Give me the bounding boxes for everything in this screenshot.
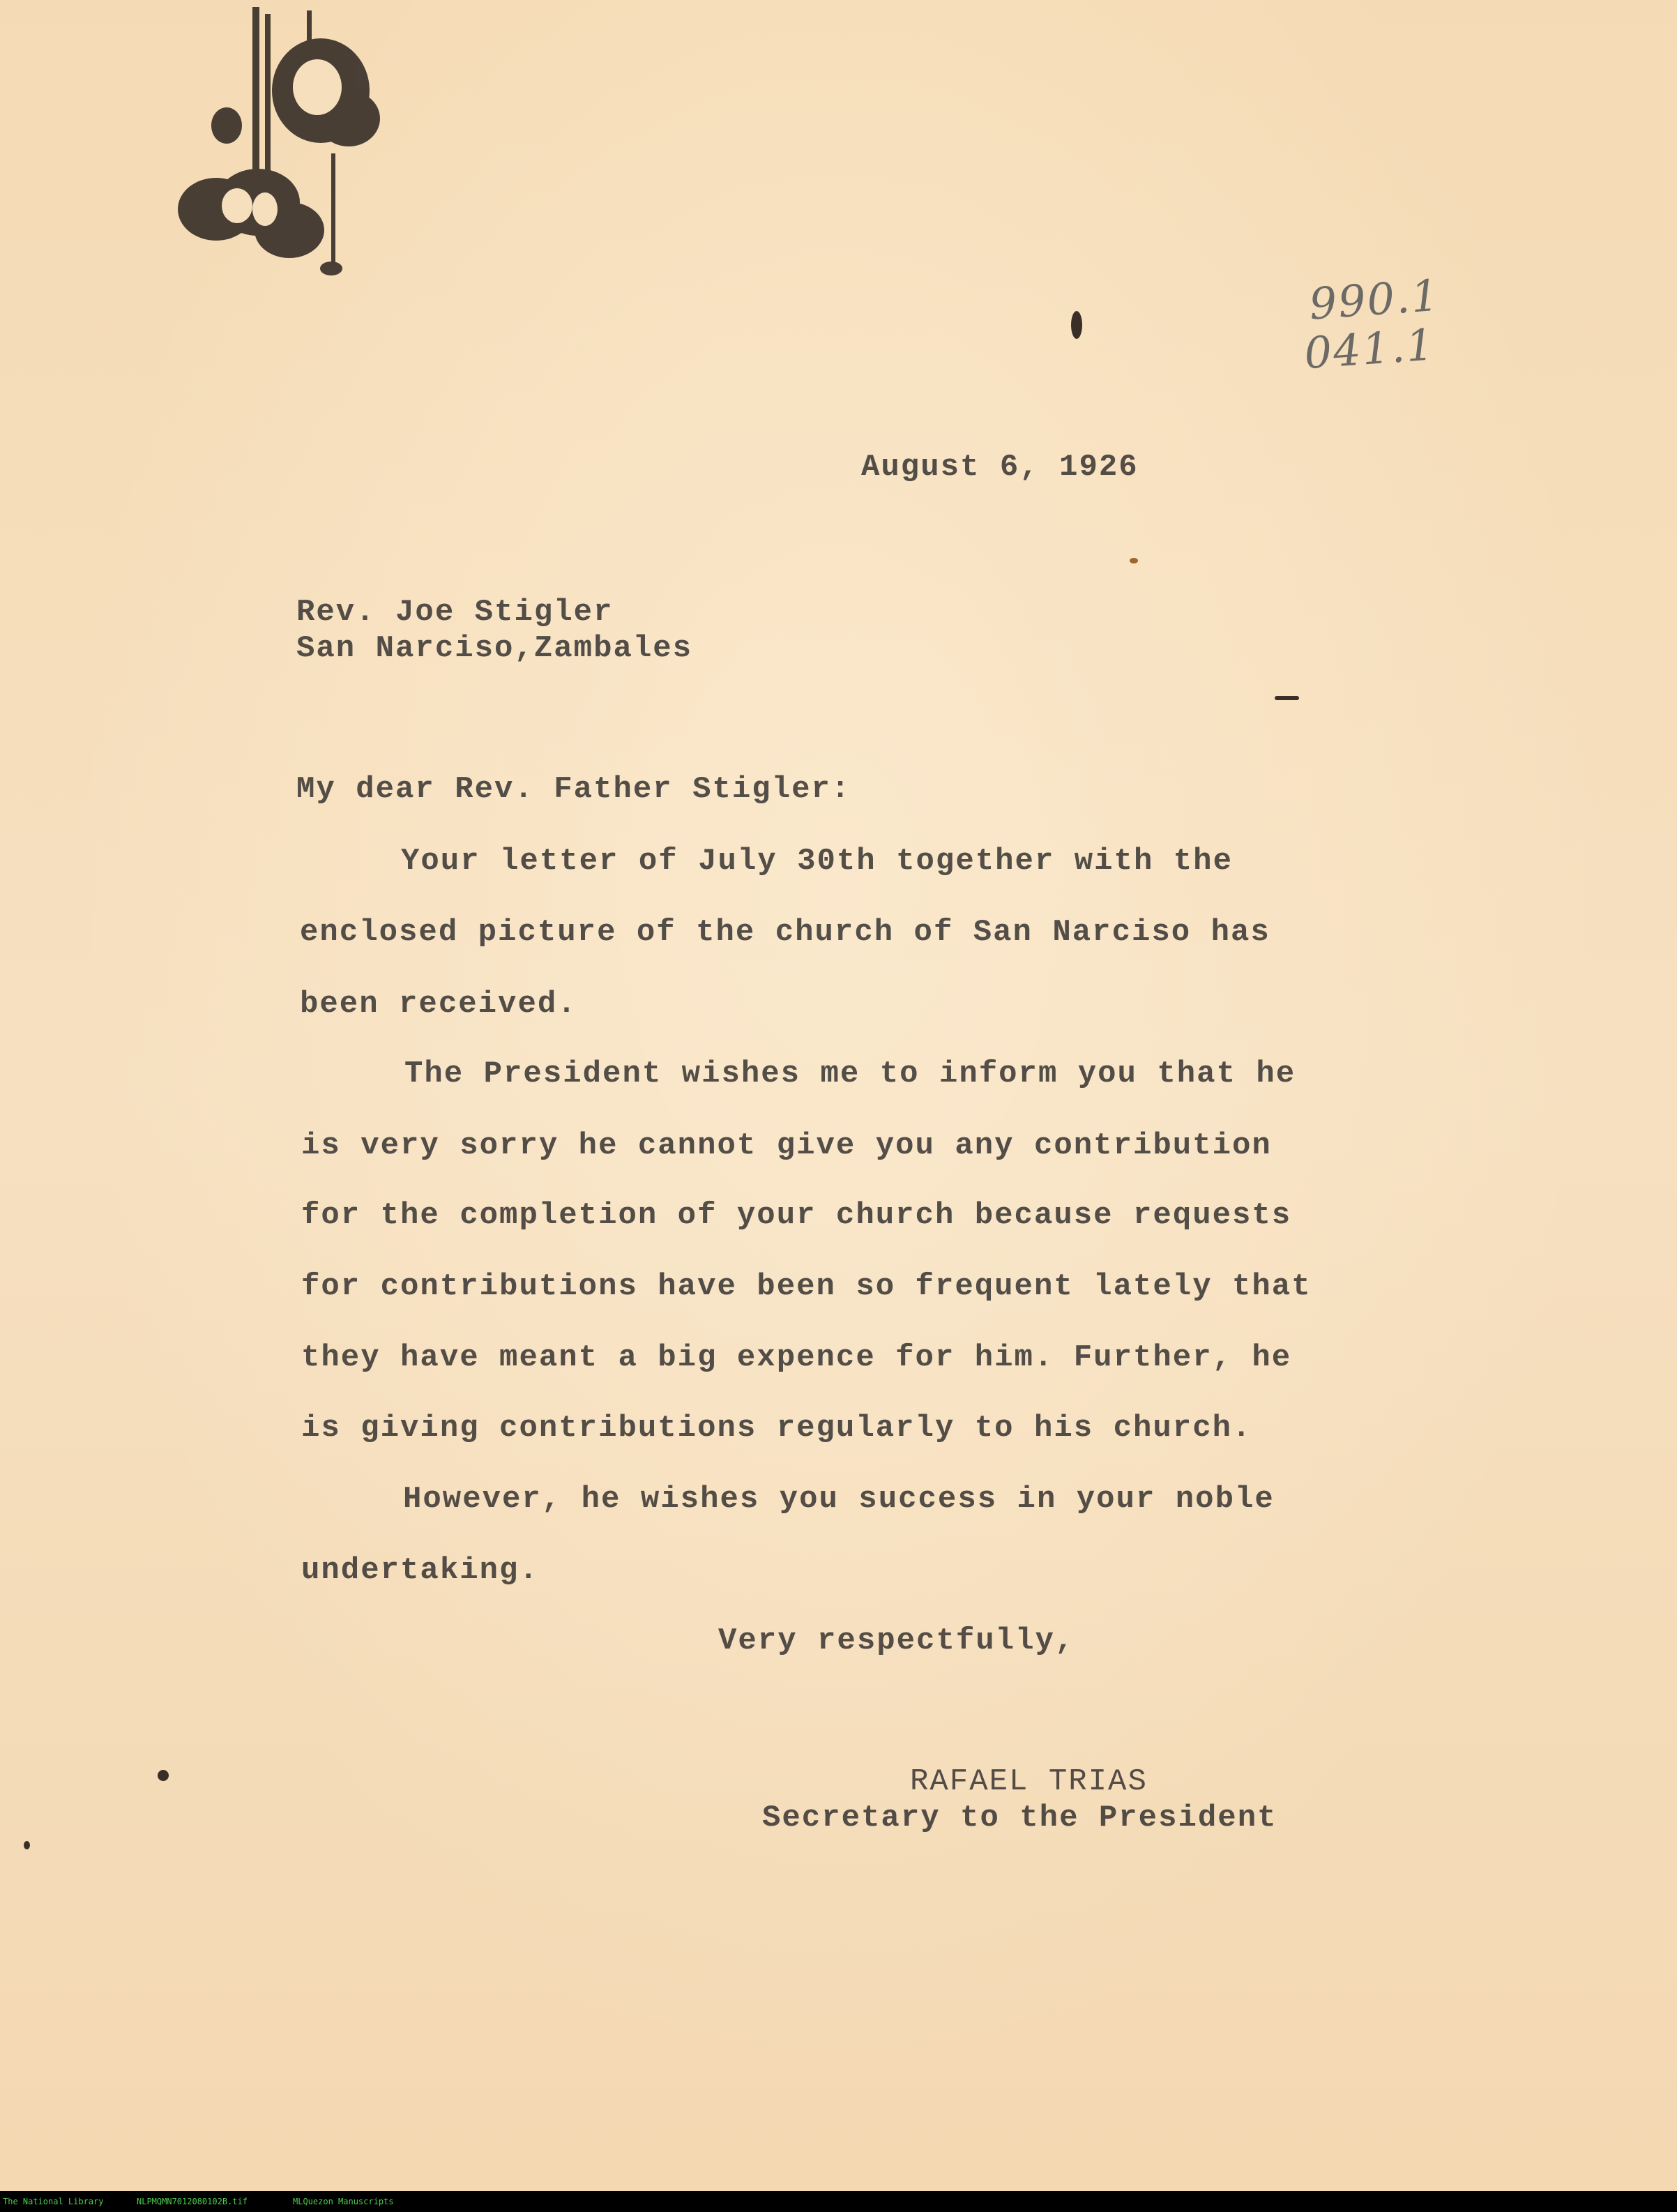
- body-line: The President wishes me to inform you that he: [404, 1056, 1296, 1091]
- ink-spot: [158, 1770, 169, 1781]
- handwritten-note-line-1: 990.1: [1307, 269, 1442, 330]
- recipient-address: San Narciso,Zambales: [296, 631, 693, 666]
- footer-collection: MLQuezon Manuscripts: [293, 2197, 394, 2206]
- footer-filename: NLPMQMN7012080102B.tif: [137, 2197, 248, 2206]
- body-line: for contributions have been so frequent lately that: [301, 1269, 1312, 1304]
- body-line: Your letter of July 30th together with the: [401, 844, 1233, 879]
- salutation: My dear Rev. Father Stigler:: [296, 772, 851, 807]
- burn-damage-image: [160, 0, 411, 293]
- body-line: for the completion of your church because requests: [301, 1198, 1292, 1233]
- signer-name: RAFAEL TRIAS: [910, 1764, 1148, 1799]
- ink-spot: [1130, 558, 1138, 563]
- ink-spot: [24, 1841, 30, 1849]
- letter-date: August 6, 1926: [861, 450, 1139, 485]
- closing: Very respectfully,: [718, 1623, 1075, 1658]
- body-line: enclosed picture of the church of San Narciso has: [300, 915, 1270, 950]
- signer-title: Secretary to the President: [762, 1801, 1277, 1835]
- body-line: However, he wishes you success in your noble: [403, 1482, 1275, 1517]
- handwritten-note-line-2: 041.1: [1303, 319, 1437, 379]
- recipient-name: Rev. Joe Stigler: [296, 595, 614, 630]
- handwritten-note: [1303, 269, 1445, 379]
- body-line: undertaking.: [301, 1553, 539, 1588]
- ink-spot: [1071, 311, 1082, 339]
- scan-footer-bar: [0, 2191, 1677, 2212]
- body-line: they have meant a big expence for him. Further, he: [301, 1340, 1292, 1375]
- ink-spot: [1275, 696, 1299, 700]
- body-line: is very sorry he cannot give you any contribution: [301, 1128, 1272, 1163]
- body-line: is giving contributions regularly to his church.: [301, 1411, 1252, 1446]
- footer-source: The National Library: [3, 2197, 104, 2206]
- body-line: been received.: [300, 987, 577, 1022]
